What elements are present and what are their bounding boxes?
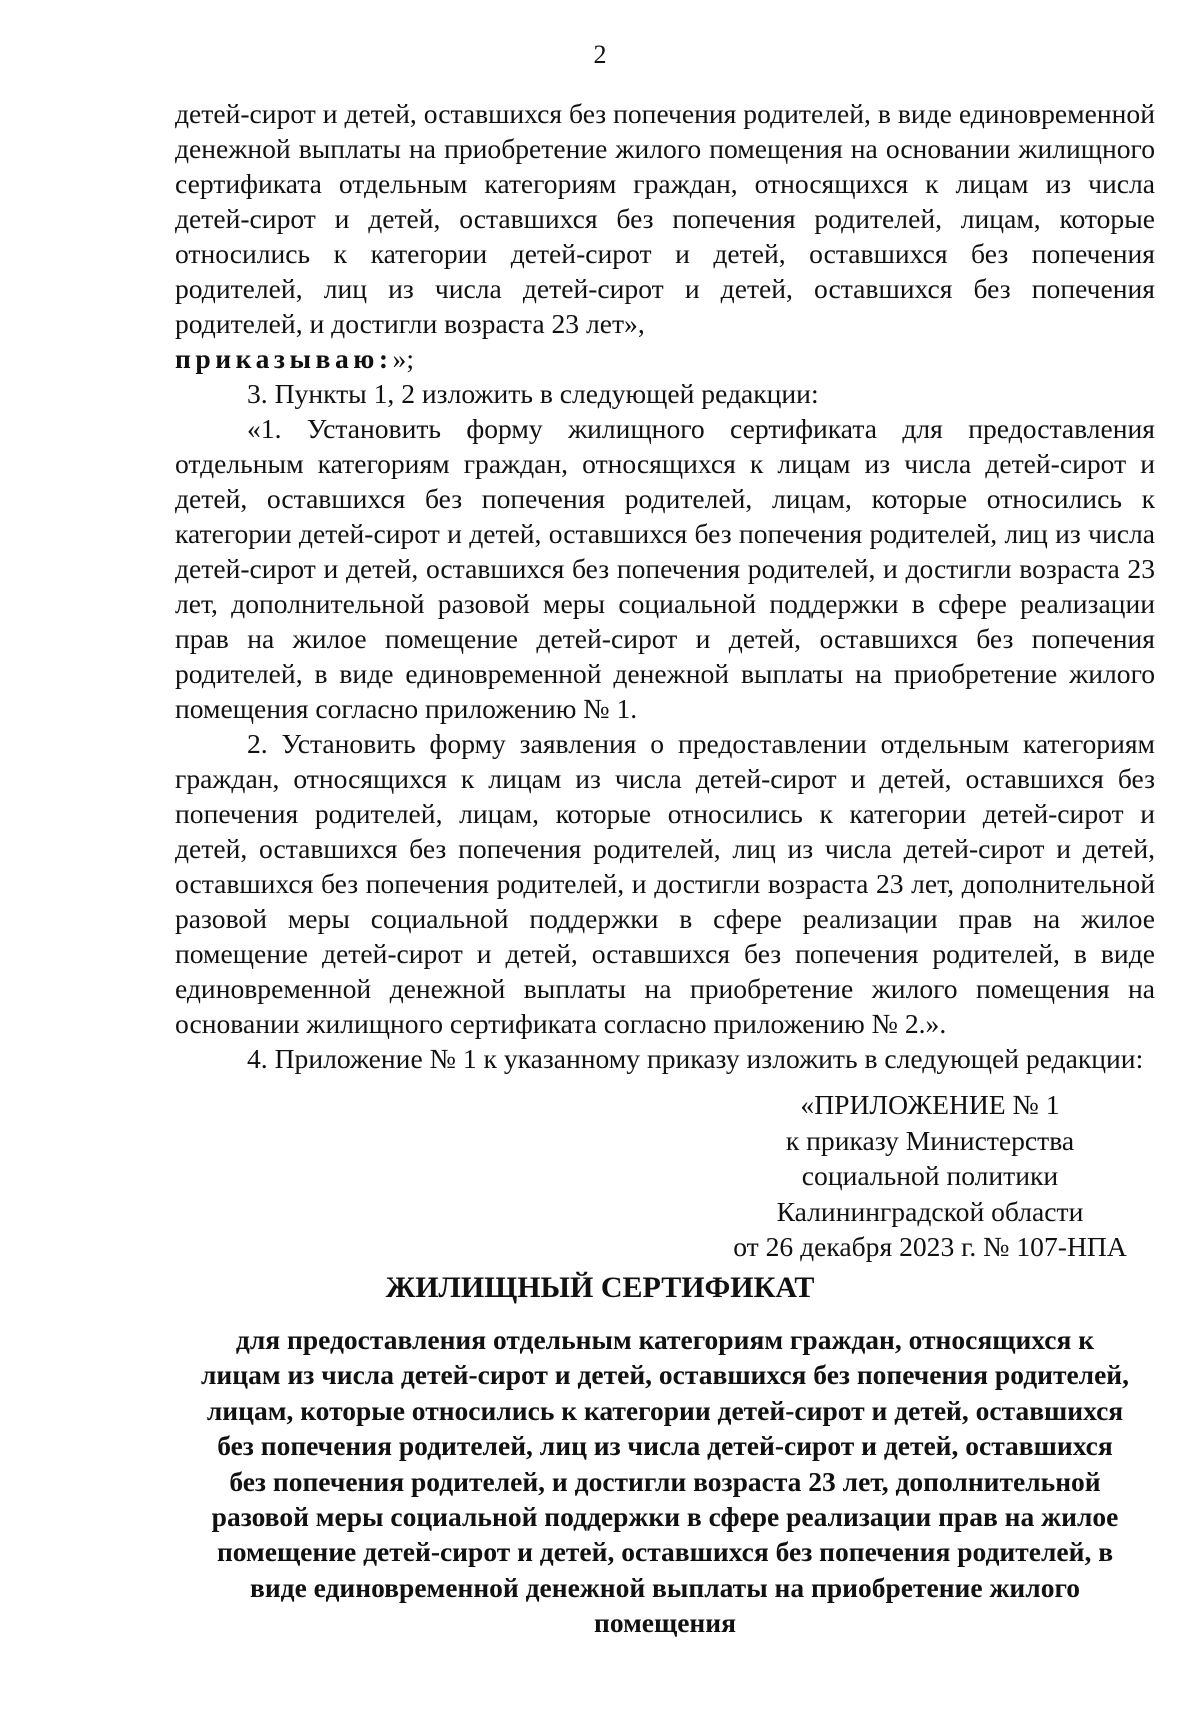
subtitle-line: без попечения родителей, и достигли возраста 23 лет, дополнительной	[229, 1465, 1101, 1497]
page-number: 2	[593, 40, 607, 69]
appendix-line: «ПРИЛОЖЕНИЕ № 1	[800, 1089, 1060, 1120]
subtitle-line: лицам, которые относились к категории детей-сирот и детей, оставшихся	[206, 1394, 1124, 1426]
paragraph-point-2: 2. Установить форму заявления о предоставлении отдельным категориям граждан, относящихся к лицам из числа детей-сирот и детей, оставшихся без попечения родителей, лицам, которые относились к категории детей-сирот и детей, оставшихся без попечения родителей, лиц из числа детей-сирот и детей, оставшихся без попечения родителей, и достигли возраста 23 лет, дополнительной разовой меры социальной поддержки в сфере реализации прав на жилое помещение детей-сирот и детей, оставшихся без попечения родителей, в виде единовременной денежной выплаты на приобретение жилого помещения на основании жилищного сертификата согласно приложению № 2.».	[175, 728, 1155, 1039]
certificate-subtitle	[170, 1322, 1160, 1641]
appendix-line: от 26 декабря 2023 г. № 107-НПА	[733, 1231, 1127, 1262]
paragraph-point-1: «1. Установить форму жилищного сертификата для предоставления отдельным категориям граждан, относящихся к лицам из числа детей-сирот и детей, оставшихся без попечения родителей, лицам, которые относились к категории детей-сирот и детей, оставшихся без попечения родителей, лиц из числа детей-сирот и детей, оставшихся без попечения родителей, и достигли возраста 23 лет, дополнительной разовой меры социальной поддержки в сфере реализации прав на жилое помещение детей-сирот и детей, оставшихся без попечения родителей, в виде единовременной денежной выплаты на приобретение жилого помещения согласно приложению № 1.	[175, 413, 1155, 724]
paragraph-continuation	[175, 96, 1155, 376]
appendix-line: социальной политики	[801, 1160, 1059, 1191]
appendix-line: к приказу Министерства	[785, 1124, 1075, 1156]
paragraph-text: детей-сирот и детей, оставшихся без попечения родителей, в виде единовременной денежной выплаты на приобретение жилого помещения на основании жилищного сертификата отдельным категориям граждан, относящихся к лицам из числа детей-сирот и детей, оставшихся без попечения родителей, лицам, которые относились к категории детей-сирот и детей, оставшихся без попечения родителей, лиц из числа детей-сирот и детей, оставшихся без попечения родителей, и достигли возраста 23 лет»,	[175, 98, 1155, 339]
order-keyword: приказываю:	[175, 343, 393, 374]
paragraph-item-4: 4. Приложение № 1 к указанному приказу изложить в следующей редакции:	[247, 1043, 1144, 1074]
subtitle-line: для предоставления отдельным категориям граждан, относящихся к	[235, 1324, 1095, 1355]
subtitle-line: разовой меры социальной поддержки в сфере реализации прав на жилое	[211, 1501, 1119, 1533]
subtitle-line: помещения	[594, 1607, 736, 1639]
subtitle-line: лицам из числа детей-сирот и детей, оставшихся без попечения родителей,	[200, 1359, 1130, 1391]
paragraph-tail: »;	[392, 343, 414, 374]
subtitle-line: без попечения родителей, лиц из числа детей-сирот и детей, оставшихся	[217, 1430, 1113, 1462]
body-text	[175, 96, 1155, 1076]
appendix-header	[700, 1087, 1160, 1265]
subtitle-line: виде единовременной денежной выплаты на приобретение жилого	[249, 1571, 1080, 1603]
appendix-line: Калининградской области	[776, 1195, 1084, 1227]
certificate-title: ЖИЛИЩНЫЙ СЕРТИФИКАТ	[385, 1271, 815, 1304]
subtitle-line: помещение детей-сирот и детей, оставшихся без попечения родителей, в	[216, 1536, 1114, 1568]
paragraph-item-3: 3. Пункты 1, 2 изложить в следующей редакции:	[247, 378, 819, 409]
